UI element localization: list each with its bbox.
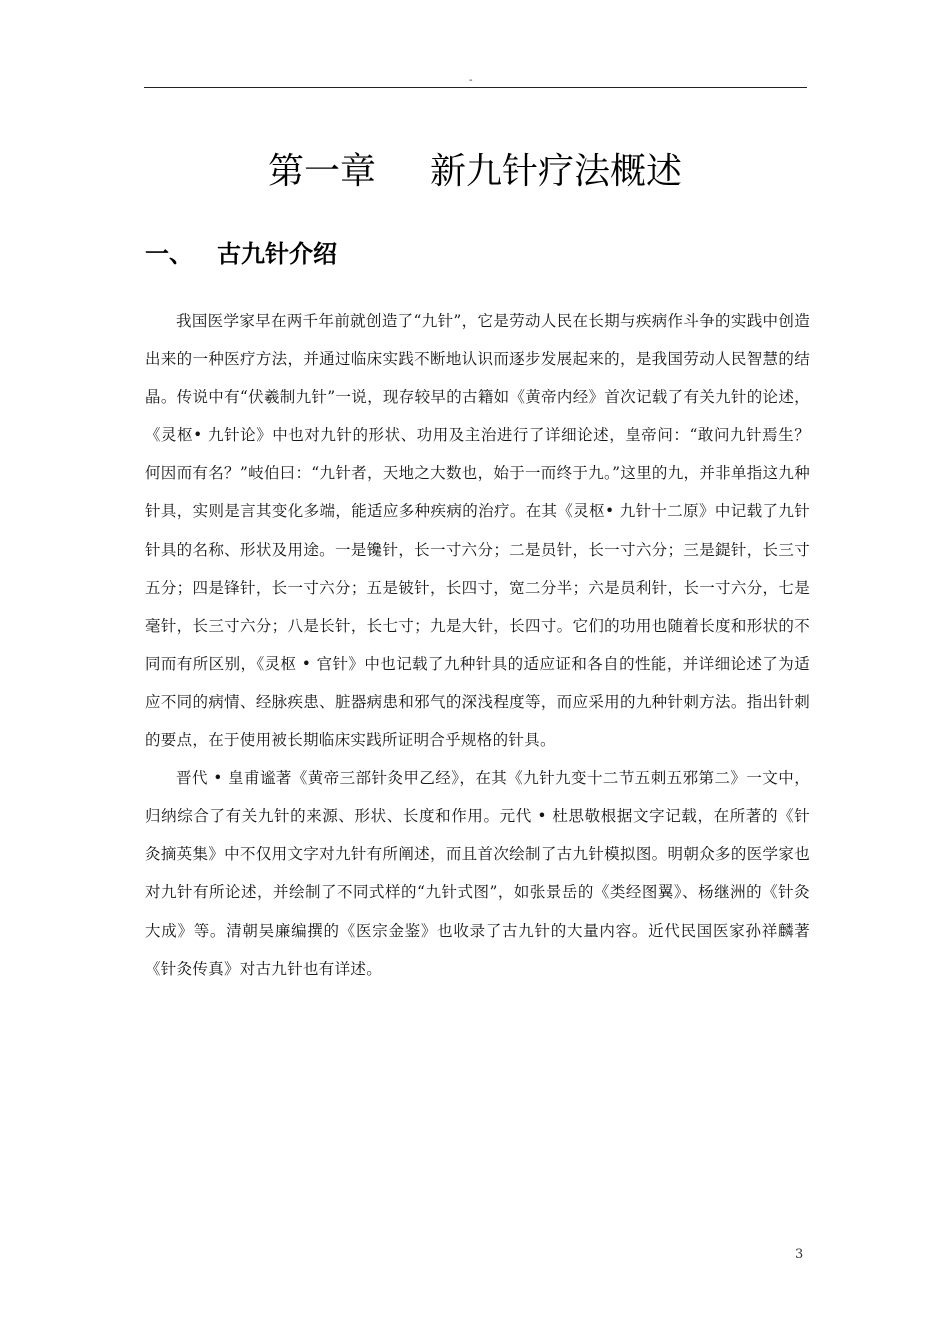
header-rule (144, 87, 807, 88)
header-mark: - (469, 75, 473, 86)
section-heading (145, 237, 337, 271)
chapter-number: 第一章 (267, 151, 376, 192)
section-name: 古九针介绍 (217, 240, 337, 268)
chapter-name: 新九针疗法概述 (430, 151, 683, 192)
page-number: 3 (795, 1247, 804, 1262)
paragraph-1: 我国医学家早在两千年前就创造了“九针”，它是劳动人民在长期与疾病作斗争的实践中创造出来的一种医疗方法，并通过临床实践不断地认识而逐步发展起来的，是我国劳动人民智慧的结晶。传说中有“伏羲制九针”一说，现存较早的古籍如《黄帝内经》首次记载了有关九针的论述，《灵枢• 九针论》中也对九针的形状、功用及主治进行了详细论述，皇帝问：“敢问九针焉生？何因而有名？”岐伯曰：“九针者，天地之大数也，始于一而终于九。”这里的九，并非单指这九种针具，实则是言其变化多端，能适应多种疾病的治疗。在其《灵枢• 九针十二原》中记载了九针针具的名称、形状及用途。一是镵针，长一寸六分；二是员针，长一寸六分；三是鍉针，长三寸五分；四是锋针，长一寸六分；五是铍针，长四寸，宽二分半；六是员利针，长一寸六分，七是毫针，长三寸六分；八是长针，长七寸；九是大针，长四寸。它们的功用也随着长度和形状的不同而有所区别，《灵枢 • 官针》中也记载了九种针具的适应证和各自的性能，并详细论述了为适应不同的病情、经脉疾患、脏器病患和邪气的深浅程度等，而应采用的九种针刺方法。指出针刺的要点，在于使用被长期临床实践所证明合乎规格的针具。 (145, 312, 810, 750)
paragraph-2: 晋代 • 皇甫谧著《黄帝三部针灸甲乙经》，在其《九针九变十二节五刺五邪第二》一文中，归纳综合了有关九针的来源、形状、长度和作用。元代 • 杜思敬根据文字记载，在所著的《针灸摘英集》中不仅用文字对九针有所阐述，而且首次绘制了古九针模拟图。明朝众多的医学家也对九针有所论述，并绘制了不同式样的“九针式图”，如张景岳的《类经图翼》、杨继洲的《针灸大成》等。清朝吴廉编撰的《医宗金鉴》也收录了古九针的大量内容。近代民国医家孙祥麟著《针灸传真》对古九针也有详述。 (145, 769, 810, 978)
section-number: 一、 (145, 240, 193, 268)
chapter-title (0, 150, 950, 194)
body-text (145, 302, 810, 988)
